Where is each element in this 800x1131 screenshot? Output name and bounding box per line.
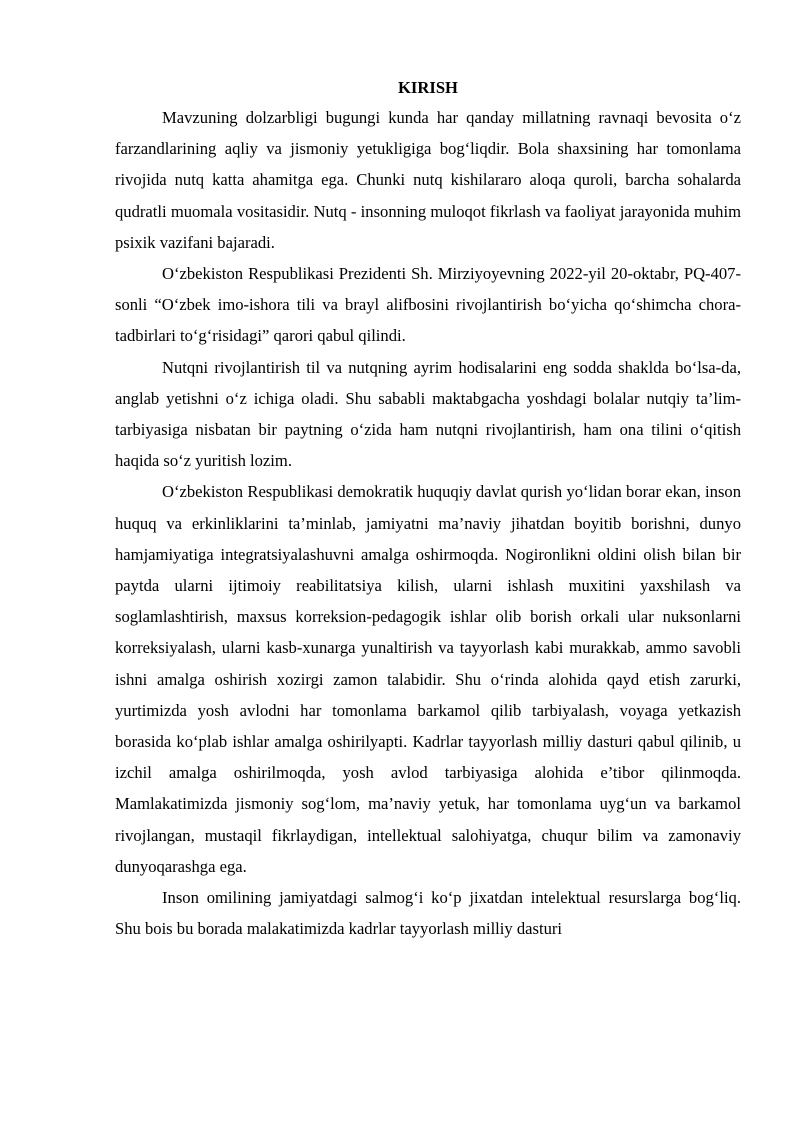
document-body: [115, 74, 741, 944]
paragraph-3: Nutqni rivojlantirish til va nutqning ayrim hodisalarini eng sodda shaklda bo‘lsa-da, anglab yetishni o‘z ichiga oladi. Shu sababli maktabgacha yoshdagi bolalar nutqiy ta’lim-tarbiyasiga nisbatan bir paytning o‘zida ham nutqni rivojlantirish, ham ona tilini o‘qitish haqida so‘z yuritish lozim.: [115, 357, 741, 471]
paragraph-2: O‘zbekiston Respublikasi Prezidenti Sh. Mirziyoyevning 2022-yil 20-oktabr, PQ-407-sonli “O‘zbek imo-ishora tili va brayl alifbosini rivojlantirish bo‘yicha qo‘shimcha chora-tadbirlari to‘g‘risidagi” qarori qabul qilindi.: [115, 264, 741, 346]
paragraph-4: O‘zbekiston Respublikasi demokratik huquqiy davlat qurish yo‘lidan borar ekan, inson huquq va erkinliklarini ta’minlab, jamiyatni ma’naviy jihatdan boyitib borishni, dunyo hamjamiyatiga integratsiyalashuvni amalga oshirmoqda. Nogironlikni oldini olish bilan bir paytda ularni ijtimoiy reabilitatsiya kilish, ularni ishlash muxitini yaxshilash va soglamlashtirish, maxsus korreksion-pedagogik ishlar olib borish orkali ular nuksonlarni korreksiyalash, ularni kasb-xunarga yunaltirish va tayyorlash kabi murakkab, ammo savobli ishni amalga oshirish xozirgi zamon talabidir. Shu o‘rinda alohida qayd etish zarurki, yurtimizda yosh avlodni har tomonlama barkamol qilib tarbiyalash, voyaga yetkazish borasida ko‘plab ishlar amalga oshirilyapti. Kadrlar tayyorlash milliy dasturi qabul qilinib, u izchil amalga oshirilmoqda, yosh avlod tarbiyasiga alohida e’tibor qilinmoqda. Mamlakatimizda jismoniy sog‘lom, ma’naviy yetuk, har tomonlama uyg‘un va barkamol rivojlangan, mustaqil fikrlaydigan, intellektual salohiyatga, chuqur bilim va zamonaviy dunyoqarashga ega.: [115, 482, 741, 876]
paragraph-5: Inson omilining jamiyatdagi salmog‘i ko‘p jixatdan intelektual resurslarga bog‘liq. Shu bois bu borada malakatimizda kadrlar tayyorlash milliy dasturi: [115, 888, 741, 939]
document-title: KIRISH: [398, 78, 458, 97]
paragraph-1: Mavzuning dolzarbligi bugungi kunda har qanday millatning ravnaqi bevosita o‘z farzandlarining aqliy va jismoniy yetukligiga bog‘liqdir. Bola shaxsining har tomonlama rivojida nutq katta ahamitga ega. Chunki nutq kishilararo aloqa quroli, barcha sohalarda qudratli muomala vositasidir. Nutq - insonning muloqot fikrlash va faoliyat jarayonida muhim psixik vazifani bajaradi.: [115, 108, 741, 252]
